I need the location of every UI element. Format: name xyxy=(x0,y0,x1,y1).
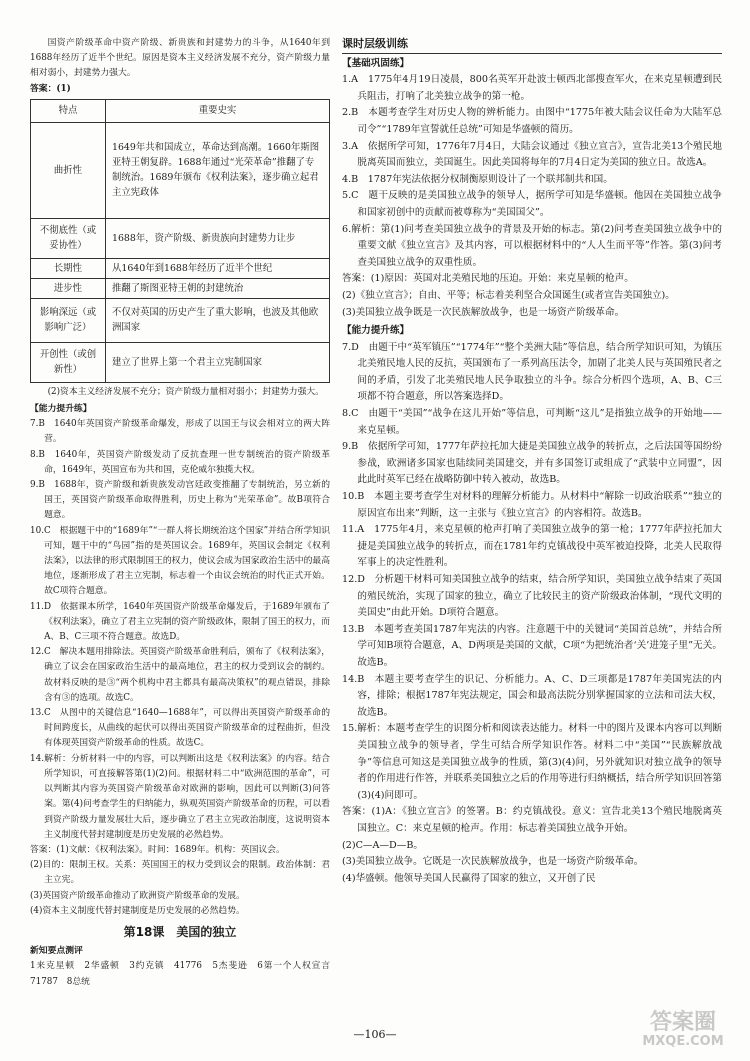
table-row xyxy=(31,298,330,342)
table-row xyxy=(31,122,330,218)
question-item: 10.C 根据题干中的“1689年”“一群人将长期统治这个国家”并结合所学知识可知，题干中的“鸟园”指的是英国议会。1689年，英国议会制定《权利法案》，以法律的形式限制国王的权力，使议会成为国家政治生活中的最高地位，逐渐形成了君主立宪制，标志着一个由议会统治的时代正式开始。故C项符合题意。 xyxy=(30,525,330,597)
answer-line: (3)英国资产阶级革命推动了欧洲资产阶级革命的发展。 xyxy=(30,890,245,901)
key-points-answers: 1来克星顿 2华盛顿 3约克镇 41776 5杰斐逊 6第一个人权宣言 71787 8总统 xyxy=(30,961,339,987)
table-cell-feature: 长期性 xyxy=(31,258,106,278)
question-item: 13.B 本题考查美国1787年宪法的内容。注意题干中的关键词“美国首总统”，并结合所学可知B项符合题意，A、D两项是美国的文献，C项“为把统治者‘关’进笼子里”无关。故选B。 xyxy=(342,623,722,668)
question-item: 2.B 本题考查学生对历史人物的辨析能力。由图中“1775年被大陆会议任命为大陆军总司令”“1789年宣誓就任总统”可知是华盛顿的简历。 xyxy=(342,107,722,135)
table-row xyxy=(31,278,330,298)
question-item: 7.D 由题干中“英军镇压”“1774年”“整个美洲大陆”等信息，结合所学知识可知，为镇压北美殖民地人民的反抗，英国颁布了一系列高压法令，加剧了北美人民与英国殖民者之间的矛盾，引发了北美殖民地人民争取独立的斗争。综合分析四个选项，A、B、C三项都不符合题意，所以答案选择D。 xyxy=(342,341,722,403)
section-title: 【能力提升练】 xyxy=(342,325,410,337)
table-cell-feature: 进步性 xyxy=(31,278,106,298)
page-number: —106— xyxy=(353,1028,397,1041)
answer-line: (2)目的：限制王权。关系：英国国王的权力受到议会的限制。政治体制：君主立宪。 xyxy=(30,860,330,886)
question-item: 11.D 依据课本所学，1640年英国资产阶级革命爆发后，于1689年颁布了《权利法案》，确立了君主立宪制的资产阶级政体，限制了国王的权力，而A、B、C三项不符合题意。故选D。 xyxy=(30,601,330,643)
table-row xyxy=(31,258,330,278)
features-table xyxy=(30,99,330,383)
left-column xyxy=(30,36,339,990)
question-item: 11.A 1775年4月，来克星顿的枪声打响了美国独立战争的第一枪；1777年萨拉托加大捷是美国独立战争的转折点，而在1781年约克镇战役中英军被迫投降，北美人民取得军事上的决定性胜利。 xyxy=(342,524,722,569)
table-cell-fact: 1688年，资产阶级、新贵族向封建势力让步 xyxy=(106,218,330,258)
question-item: 13.C 从图中的关键信息“1640—1688年”，可以得出英国资产阶级革命的时间跨度长，从曲线的起伏可以得出英国资产阶级革命的过程曲折，但没有体现英国资产阶级革命的性质。故选C。 xyxy=(30,708,330,749)
question-item: 15.解析：本题考查学生的识图分析和阅读表达能力。材料一中的图片及课本内容可以判断美国独立战争的领导者，学生可结合所学知识作答。材料二中“美国”“民族解放战争”等信息可知这是美国独立战争的性质，第(3)(4)问，另外就知识对独立战争的领导者的作用进行作答，并联系美国独立之后的作用等进行归纳概括，结合所学知识回答第(3)(4)问即可。 xyxy=(342,723,722,801)
answer-line: (2)《独立宣言》；自由、平等；标志着美利坚合众国诞生(或者宣告美国独立)。 xyxy=(342,289,675,301)
question-item: 8.C 由题干“美国”“战争在这儿开始”等信息，可判断“这儿”是指独立战争的开始地——来克星顿。 xyxy=(342,408,722,436)
table-cell-fact: 建立了世界上第一个君主立宪制国家 xyxy=(106,342,330,382)
watermark-url: MXQE.COM xyxy=(642,1034,724,1049)
answer-line: (2)C—A—D—B。 xyxy=(342,839,423,851)
watermark-logo xyxy=(628,1012,738,1056)
table-cell-feature: 不彻底性（或妥协性） xyxy=(31,218,106,258)
table-header-row xyxy=(31,99,330,122)
intro-paragraph: 国资产阶级革命中资产阶级、新贵族和封建势力的斗争，从1640年到1688年经历了近半个世纪。原因是资本主义经济发展不充分，资产阶级力量相对弱小，封建势力强大。 xyxy=(30,38,330,79)
question-item: 9.B 依据所学可知，1777年萨拉托加大捷是美国独立战争的转折点，之后法国等国纷纷参战，欧洲诸多国家也陆续同美国建交，并有多国签订或组成了“武装中立同盟”，因此此时英军已经在战略防御中转入被动，故选B。 xyxy=(342,441,722,486)
table-row xyxy=(31,218,330,258)
answer-line: (4)资本主义制度代替封建制度是历史发展的必然趋势。 xyxy=(30,905,245,916)
answer-line: (3)美国独立战争既是一次民族解放战争，也是一场资产阶级革命。 xyxy=(342,306,625,318)
lesson-title: 第18课 美国的独立 xyxy=(123,924,237,939)
table-header-cell: 重要史实 xyxy=(106,99,330,122)
table-cell-feature: 影响深远（或影响广泛） xyxy=(31,298,106,342)
question-item: 12.D 分析题干材料可知美国独立战争的结束，结合所学知识，美国独立战争结束了英国的殖民统治，实现了国家的独立，确立了比较民主的资产阶级政治体制，“现代文明的美国史”由此开始。D项符合题意。 xyxy=(342,574,722,619)
question-item: 5.C 题干反映的是美国独立战争的领导人，据所学可知是华盛顿。他因在美国独立战争和国家初创中的贡献而被尊称为“美国国父”。 xyxy=(342,190,722,218)
answer-line: (3)美国独立战争。它既是一次民族解放战争，也是一场资产阶级革命。 xyxy=(342,856,644,868)
watermark-text: 答案圈 xyxy=(649,1010,716,1035)
answer-line: (4)华盛顿。他领导美国人民赢得了国家的独立，又开创了民 xyxy=(342,872,596,884)
question-item: 14.解析：分析材料一中的内容，可以判断出这是《权利法案》的内容。结合所学知识，可直接解答第(1)(2)问。根据材料二中“欧洲范围的革命”，可以判断其内容为英国资产阶级革命对欧洲的影响，因此可以判断(3)问答案。第(4)问考查学生的归纳能力，纵观英国资产阶级革命的历程，可以看到资产阶级力量发展壮大后，逐步确立了君主立宪政治制度，这说明资本主义制度代替封建制度是历史发展的必然趋势。 xyxy=(30,753,330,840)
table-cell-fact: 1649年共和国成立，革命达到高潮。1660年斯图亚特王朝复辟。1688年通过“光荣革命”推翻了专制统治。1689年颁布《权利法案》，逐步确立起君主立宪政体 xyxy=(106,122,330,218)
answer-line: 答案：(1)文献：《权利法案》。时间：1689年。机构：英国议会。 xyxy=(30,844,285,855)
answer-label: 答案：(1) xyxy=(30,83,71,94)
table-cell-feature: 曲折性 xyxy=(31,122,106,218)
question-item: 3.A 依据所学可知，1776年7月4日，大陆会议通过《独立宣言》，宣告北美13个殖民地脱离英国而独立，美国诞生。因此美国将每年的7月4日定为美国的独立日。故选A。 xyxy=(342,140,722,169)
question-item: 14.B 本题主要考查学生的识记、分析能力。A、C、D三项都是1787年美国宪法的内容，排除；根据1787年宪法规定，国会和最高法院分别掌握国家的立法和司法大权，故选B。 xyxy=(342,673,722,718)
table-row xyxy=(31,342,330,382)
question-item: 9.B 1688年，资产阶级和新贵族发动宫廷政变推翻了专制统治，另立新的国王，英国资产阶级革命取得胜利，历史上称为“光荣革命”。故B项符合题意。 xyxy=(30,480,330,521)
table-cell-fact: 从1640年到1688年经历了近半个世纪 xyxy=(106,258,330,278)
after-table-answer: (2)资本主义经济发展不充分；资产阶级力量相对弱小；封建势力强大。 xyxy=(47,386,324,397)
question-item: 12.C 解决本题用排除法。英国资产阶级革命胜利后，颁布了《权利法案》，确立了议会在国家政治生活中的最高地位，君主的权力受到议会的制约。故材料反映的是③“两个机构中君主都具有最高决策权”的观点错误，排除含有③的选项。故选C。 xyxy=(30,647,330,703)
answer-line: 答案：(1)原因：英国对北美殖民地的压迫。开始：来克星顿的枪声。 xyxy=(342,273,634,285)
section-title: 新知要点测评 xyxy=(30,946,83,957)
question-item: 6.解析：第(1)问考查美国独立战争的背景及开始的标志。第(2)问考查美国独立战争中的重要文献《独立宣言》及其内容，可以根据材料中的“人人生而平等”作答。第(3)问考查美国独立战争的双重性质。 xyxy=(342,223,722,268)
question-item: 8.B 1640年，英国资产阶级发动了反抗查理一世专制统治的资产阶级革命，1649年，英国宣布为共和国，克伦威尔独揽大权。 xyxy=(30,449,330,475)
right-column xyxy=(342,36,722,887)
table-header-cell: 特点 xyxy=(31,99,106,122)
table-cell-fact: 推翻了斯图亚特王朝的封建统治 xyxy=(106,278,330,298)
answer-line: 答案：(1)A：《独立宣言》的签署。B：约克镇战役。意义：宣告北美13个殖民地脱离英国独立。C：来克星顿的枪声。作用：标志着美国独立战争开始。 xyxy=(342,806,722,834)
question-item: 1.A 1775年4月19日凌晨，800名英军开赴波士顿西北部搜查军火，在来克星顿遭到民兵阻击，打响了北美独立战争的第一枪。 xyxy=(342,74,722,102)
question-item: 10.B 本题主要考查学生对材料的理解分析能力。从材料中“解除一切政治联系”“独立的原因宣布出来”判断，这一主张与《独立宣言》的内容相符。故选B。 xyxy=(342,491,722,519)
section-title: 【基础巩固练】 xyxy=(342,57,410,69)
question-item: 4.B 1787年宪法依据分权制衡原则设计了一个联邦制共和国。 xyxy=(342,173,613,185)
table-cell-feature: 开创性（或创新性） xyxy=(31,342,106,382)
question-item: 7.B 1640年英国资产阶级革命爆发，形成了以国王与议会相对立的两大阵营。 xyxy=(30,419,330,445)
section-title: 【能力提升练】 xyxy=(30,404,92,415)
table-cell-fact: 不仅对英国的历史产生了重大影响，也波及其他欧洲国家 xyxy=(106,298,330,342)
right-header: 课时层级训练 xyxy=(342,36,722,54)
